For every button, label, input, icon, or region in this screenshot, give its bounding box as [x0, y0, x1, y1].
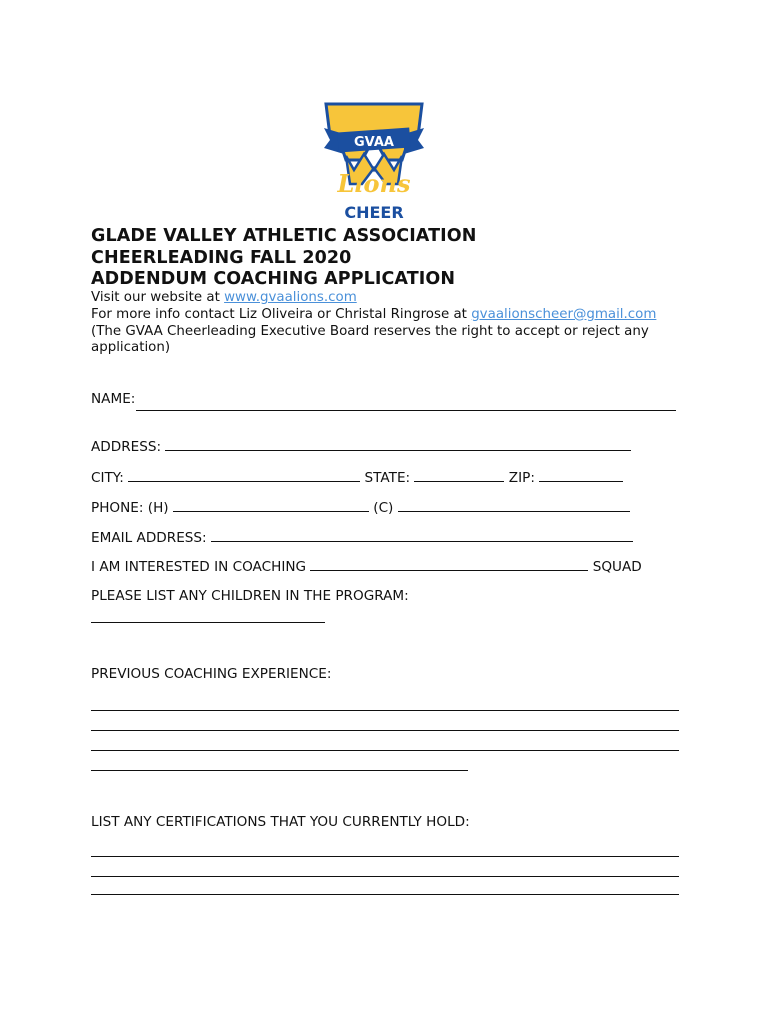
name-field[interactable] — [136, 410, 676, 411]
experience-label: PREVIOUS COACHING EXPERIENCE: — [91, 666, 332, 682]
website-link[interactable]: www.gvaalions.com — [224, 290, 357, 305]
experience-line-4[interactable] — [91, 770, 468, 771]
website-line: Visit our website at www.gvaalions.com — [91, 290, 357, 305]
email-row: EMAIL ADDRESS: — [91, 527, 633, 547]
application-title — [91, 226, 711, 291]
home-phone-field[interactable] — [173, 497, 369, 512]
zip-field[interactable] — [539, 467, 623, 482]
experience-line-2[interactable] — [91, 730, 679, 731]
experience-line-1[interactable] — [91, 710, 679, 711]
cell-phone-field[interactable] — [398, 497, 630, 512]
program-name: CHEERLEADING FALL 2020 — [91, 247, 352, 268]
children-label: PLEASE LIST ANY CHILDREN IN THE PROGRAM: — [91, 588, 409, 604]
address-field[interactable] — [165, 436, 631, 451]
svg-text:GVAA: GVAA — [354, 135, 394, 150]
svg-text:CHEER: CHEER — [344, 203, 404, 222]
contact-line: For more info contact Liz Oliveira or Christal Ringrose at gvaalionscheer@gmail.com — [91, 306, 657, 322]
contact-email-link[interactable]: gvaalionscheer@gmail.com — [471, 306, 657, 322]
children-field[interactable] — [91, 622, 325, 623]
city-field[interactable] — [128, 467, 360, 482]
email-field[interactable] — [211, 527, 633, 542]
gvaa-lions-cheer-logo — [322, 98, 426, 224]
squad-field[interactable] — [310, 556, 588, 571]
certifications-line-1[interactable] — [91, 856, 679, 857]
info-section — [91, 290, 711, 357]
state-field[interactable] — [414, 467, 504, 482]
name-label: NAME: — [91, 391, 136, 407]
disclaimer: (The GVAA Cheerleading Executive Board reserves the right to accept or reject any application) — [91, 323, 649, 356]
certifications-line-2[interactable] — [91, 876, 679, 877]
certifications-label: LIST ANY CERTIFICATIONS THAT YOU CURRENTLY HOLD: — [91, 814, 470, 830]
experience-line-3[interactable] — [91, 750, 679, 751]
address-row: ADDRESS: — [91, 436, 631, 456]
city-state-zip-row: CITY: STATE: ZIP: — [91, 467, 623, 487]
org-name: GLADE VALLEY ATHLETIC ASSOCIATION — [91, 226, 477, 246]
svg-text:Lions: Lions — [337, 169, 411, 198]
coaching-interest-row: I AM INTERESTED IN COACHING SQUAD — [91, 556, 642, 576]
phone-row: PHONE: (H) (C) — [91, 497, 630, 517]
form-name: ADDENDUM COACHING APPLICATION — [91, 269, 456, 289]
certifications-line-3[interactable] — [91, 894, 679, 895]
